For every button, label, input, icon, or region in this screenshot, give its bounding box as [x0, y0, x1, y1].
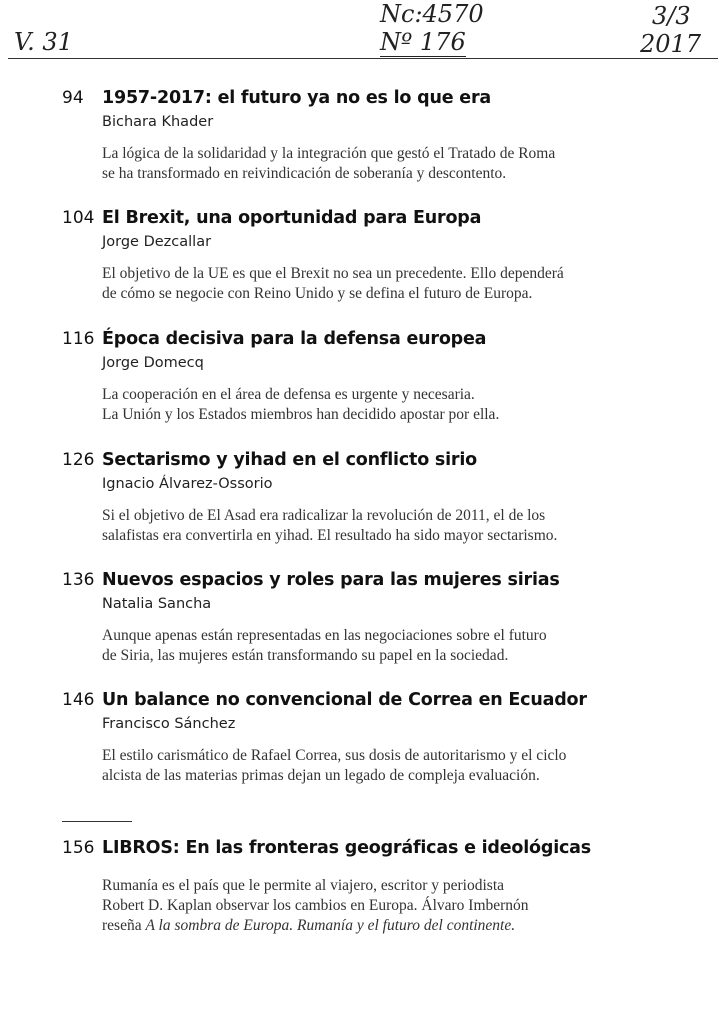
toc-entry: [62, 450, 662, 546]
article-author: Jorge Domecq: [102, 355, 204, 371]
article-title: El Brexit, una oportunidad para Europa: [102, 208, 482, 228]
book-title: A la sombra de Europa. Rumanía y el futuro del continente.: [145, 917, 516, 934]
article-summary: [102, 144, 647, 184]
books-summary: [102, 876, 647, 936]
books-section: [62, 838, 662, 936]
article-title: Sectarismo y yihad en el conflicto sirio: [102, 450, 477, 470]
page-number: 126: [62, 450, 95, 470]
article-summary: [102, 385, 647, 425]
article-summary: [102, 506, 647, 546]
page-number: 156: [62, 838, 95, 858]
books-title: LIBROS: En las fronteras geográficas e ideológicas: [102, 838, 591, 858]
handwritten-issue-number: Nº 176: [380, 28, 466, 56]
summary-line: La Unión y los Estados miembros han decidido apostar por ella.: [102, 406, 500, 423]
summary-line: alcista de las materias primas dejan un legado de compleja evaluación.: [102, 767, 540, 784]
summary-line: El estilo carismático de Rafael Correa, sus dosis de autoritarismo y el ciclo: [102, 747, 567, 764]
article-title: 1957-2017: el futuro ya no es lo que era: [102, 88, 491, 108]
summary-line: salafistas era convertirla en yihad. El resultado ha sido mayor sectarismo.: [102, 527, 558, 544]
handwritten-fraction: 3/3: [652, 2, 691, 30]
article-author: Natalia Sancha: [102, 596, 212, 612]
summary-line: de cómo se negocie con Reino Unido y se defina el futuro de Europa.: [102, 285, 533, 302]
toc-entry: [62, 690, 662, 786]
page-number: 94: [62, 88, 84, 108]
section-separator: [62, 821, 132, 822]
summary-line: La lógica de la solidaridad y la integración que gestó el Tratado de Roma: [102, 145, 556, 162]
summary-line: de Siria, las mujeres están transformando su papel en la sociedad.: [102, 647, 509, 664]
article-author: Jorge Dezcallar: [102, 234, 212, 250]
article-summary: [102, 626, 647, 666]
toc-entry: [62, 88, 662, 184]
article-summary: [102, 746, 647, 786]
toc-entry: [62, 570, 662, 666]
article-title: Un balance no convencional de Correa en Ecuador: [102, 690, 587, 710]
summary-line: se ha transformado en reivindicación de soberanía y descontento.: [102, 165, 507, 182]
summary-line: Robert D. Kaplan observar los cambios en Europa. Álvaro Imbernón: [102, 897, 529, 914]
article-author: Bichara Khader: [102, 114, 214, 130]
toc-entry: [62, 329, 662, 425]
summary-line: Aunque apenas están representadas en las negociaciones sobre el futuro: [102, 627, 547, 644]
page-number: 136: [62, 570, 95, 590]
article-author: Francisco Sánchez: [102, 716, 236, 732]
summary-line: Si el objetivo de El Asad era radicalizar la revolución de 2011, el de los: [102, 507, 546, 524]
article-title: Época decisiva para la defensa europea: [102, 329, 487, 349]
summary-line: [102, 916, 647, 936]
header-rule: [8, 58, 718, 59]
article-author: Ignacio Álvarez-Ossorio: [102, 476, 273, 492]
article-title: Nuevos espacios y roles para las mujeres sirias: [102, 570, 560, 590]
summary-line: La cooperación en el área de defensa es urgente y necesaria.: [102, 386, 475, 403]
article-summary: [102, 264, 647, 304]
page-number: 146: [62, 690, 95, 710]
handwritten-volume: V. 31: [14, 28, 73, 56]
summary-line: Rumanía es el país que le permite al viajero, escritor y periodista: [102, 877, 505, 894]
handwritten-catalog-number: Nc:4570: [380, 0, 484, 28]
summary-line-prefix: reseña: [102, 917, 146, 934]
toc-entry: [62, 208, 662, 304]
summary-line: El objetivo de la UE es que el Brexit no sea un precedente. Ello dependerá: [102, 265, 564, 282]
page-number: 116: [62, 329, 95, 349]
handwritten-year: 2017: [640, 30, 702, 58]
page-number: 104: [62, 208, 95, 228]
